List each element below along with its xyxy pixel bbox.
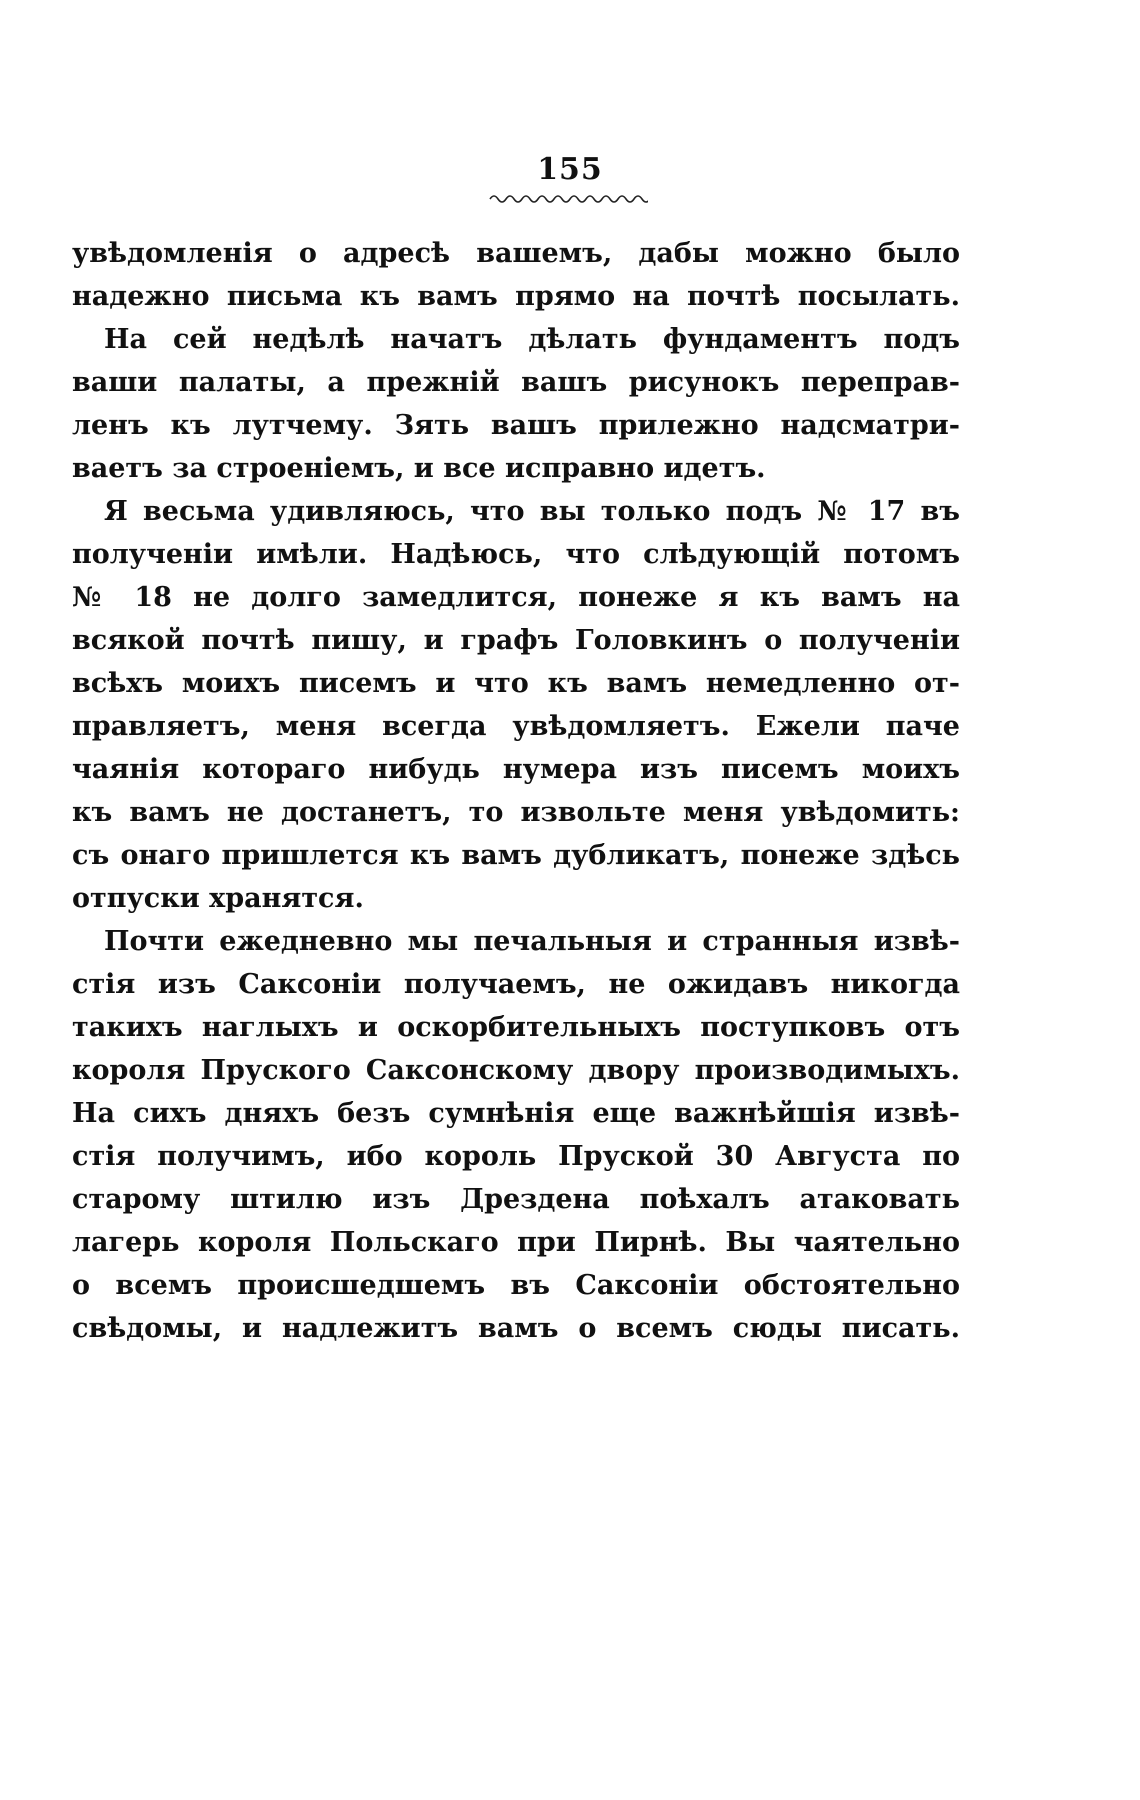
text-line: чаянія котораго нибудь нумера изъ писемъ моихъ xyxy=(72,754,960,785)
text-line: къ вамъ не достанетъ, то извольте меня увѣдомить: xyxy=(72,797,960,828)
text-line: правляетъ, меня всегда увѣдомляетъ. Ежели паче xyxy=(72,711,960,742)
text-line: старому штилю изъ Дрездена поѣхалъ атаковать xyxy=(72,1184,960,1215)
text-line: стія получимъ, ибо король Пруской 30 Августа по xyxy=(72,1141,960,1172)
paragraph-start-line: Я весьма удивляюсь, что вы только подъ № 17 въ xyxy=(104,496,960,527)
text-line: съ онаго пришлется къ вамъ дубликатъ, понеже здѣсь xyxy=(72,840,960,871)
body-text xyxy=(72,232,960,1350)
paragraph-start-line: Почти ежедневно мы печальныя и странныя извѣ- xyxy=(104,926,960,957)
text-line: ваши палаты, а прежній вашъ рисунокъ переправ- xyxy=(72,367,960,398)
paragraph-start-line: На сей недѣлѣ начатъ дѣлать фундаментъ подъ xyxy=(104,324,960,355)
paragraph-end-line: отпуски хранятся. xyxy=(72,883,364,914)
wavy-rule-ornament xyxy=(488,192,648,206)
text-line: ленъ къ лутчему. Зять вашъ прилежно надсматри- xyxy=(72,410,960,441)
text-line: короля Пруского Саксонскому двору производимыхъ. xyxy=(72,1055,960,1086)
text-line: На сихъ дняхъ безъ сумнѣнія еще важнѣйшія извѣ- xyxy=(72,1098,960,1129)
paragraph-end-line: ваетъ за строеніемъ, и все исправно идетъ. xyxy=(72,453,766,484)
text-line: полученіи имѣли. Надѣюсь, что слѣдующій потомъ xyxy=(72,539,960,570)
page-number: 155 xyxy=(537,152,603,187)
text-line: увѣдомленія о адресѣ вашемъ, дабы можно было xyxy=(72,238,960,269)
text-line: всѣхъ моихъ писемъ и что къ вамъ немедленно от- xyxy=(72,668,960,699)
text-line: свѣдомы, и надлежитъ вамъ о всемъ сюды писать. xyxy=(72,1313,960,1344)
text-line: № 18 не долго замедлится, понеже я къ вамъ на xyxy=(72,582,960,613)
text-line: такихъ наглыхъ и оскорбительныхъ поступковъ отъ xyxy=(72,1012,960,1043)
text-line: лагерь короля Польскаго при Пирнѣ. Вы чаятельно xyxy=(72,1227,960,1258)
text-line: всякой почтѣ пишу, и графъ Головкинъ о полученіи xyxy=(72,625,960,656)
text-line: надежно письма къ вамъ прямо на почтѣ посылать. xyxy=(72,281,960,312)
text-line: о всемъ происшедшемъ въ Саксоніи обстоятельно xyxy=(72,1270,960,1301)
text-line: стія изъ Саксоніи получаемъ, не ожидавъ никогда xyxy=(72,969,960,1000)
